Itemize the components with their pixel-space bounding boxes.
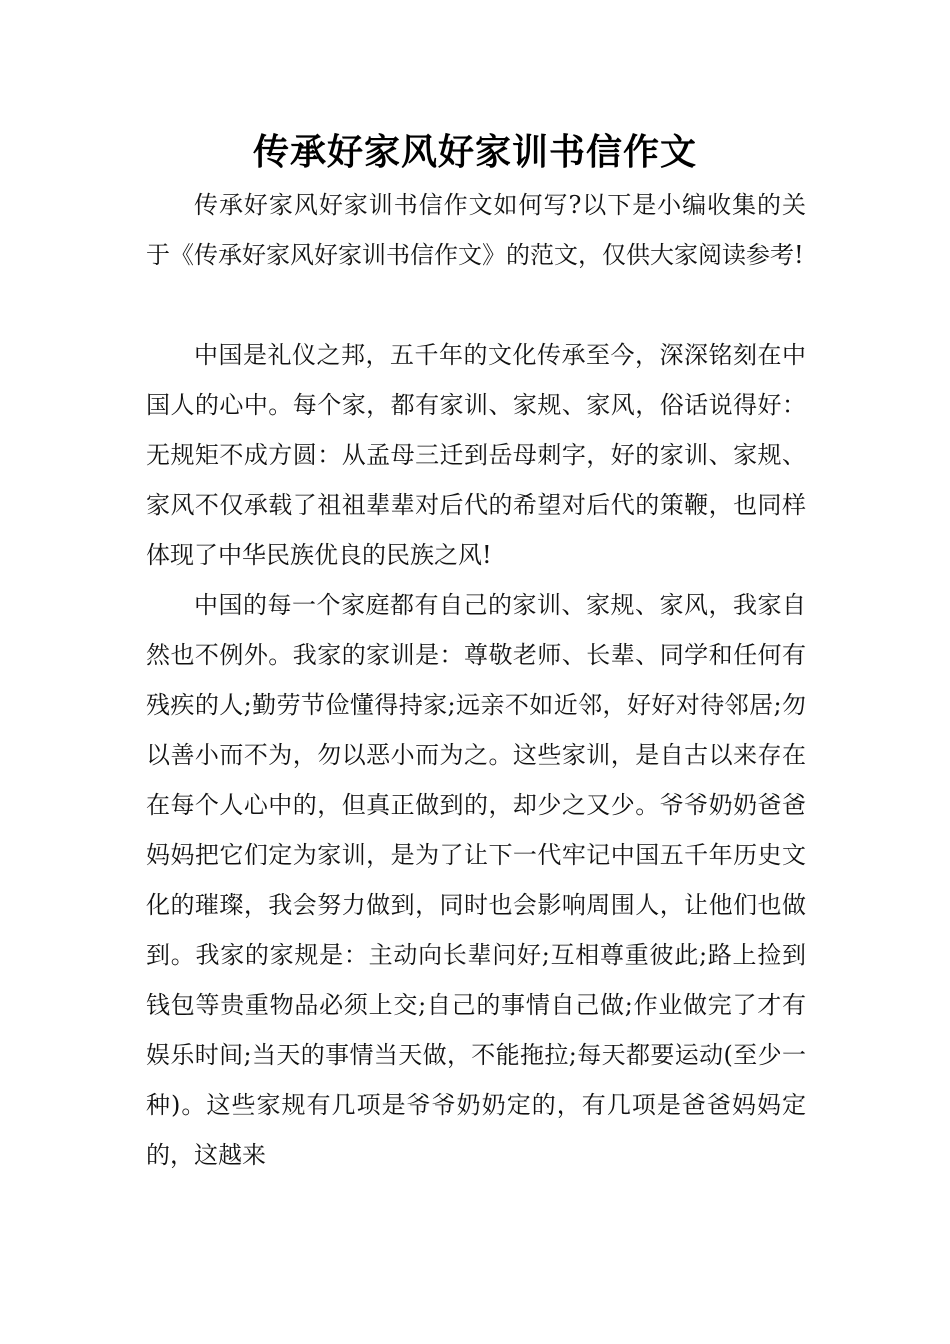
- paragraph-spacer: [146, 280, 806, 330]
- paragraph-intro: 传承好家风好家训书信作文如何写?以下是小编收集的关于《传承好家风好家训书信作文》的范文，仅供大家阅读参考!: [146, 191, 806, 269]
- document-title: 传承好家风好家训书信作文: [252, 131, 697, 173]
- document-body: [146, 180, 806, 1180]
- paragraph-culture: 中国是礼仪之邦，五千年的文化传承至今，深深铭刻在中国人的心中。每个家，都有家训、家规、家风，俗话说得好：无规矩不成方圆：从孟母三迁到岳母刺字，好的家训、家规、家风不仅承载了祖祖辈辈对后代的希望对后代的策鞭，也同样体现了中华民族优良的民族之风!: [146, 341, 806, 569]
- paragraph-family-rules: 中国的每一个家庭都有自己的家训、家规、家风，我家自然也不例外。我家的家训是：尊敬老师、长辈、同学和任何有残疾的人;勤劳节俭懂得持家;远亲不如近邻，好好对待邻居;勿以善小而不为，勿以恶小而为之。这些家训，是自古以来存在在每个人心中的，但真正做到的，却少之又少。爷爷奶奶爸爸妈妈把它们定为家训，是为了让下一代牢记中国五千年历史文化的璀璨，我会努力做到，同时也会影响周围人，让他们也做到。我家的家规是：主动向长辈问好;互相尊重彼此;路上捡到钱包等贵重物品必须上交;自己的事情自己做;作业做完了才有娱乐时间;当天的事情当天做，不能拖拉;每天都要运动(至少一种)。这些家规有几项是爷爷奶奶定的，有几项是爸爸妈妈定的，这越来: [146, 591, 806, 1169]
